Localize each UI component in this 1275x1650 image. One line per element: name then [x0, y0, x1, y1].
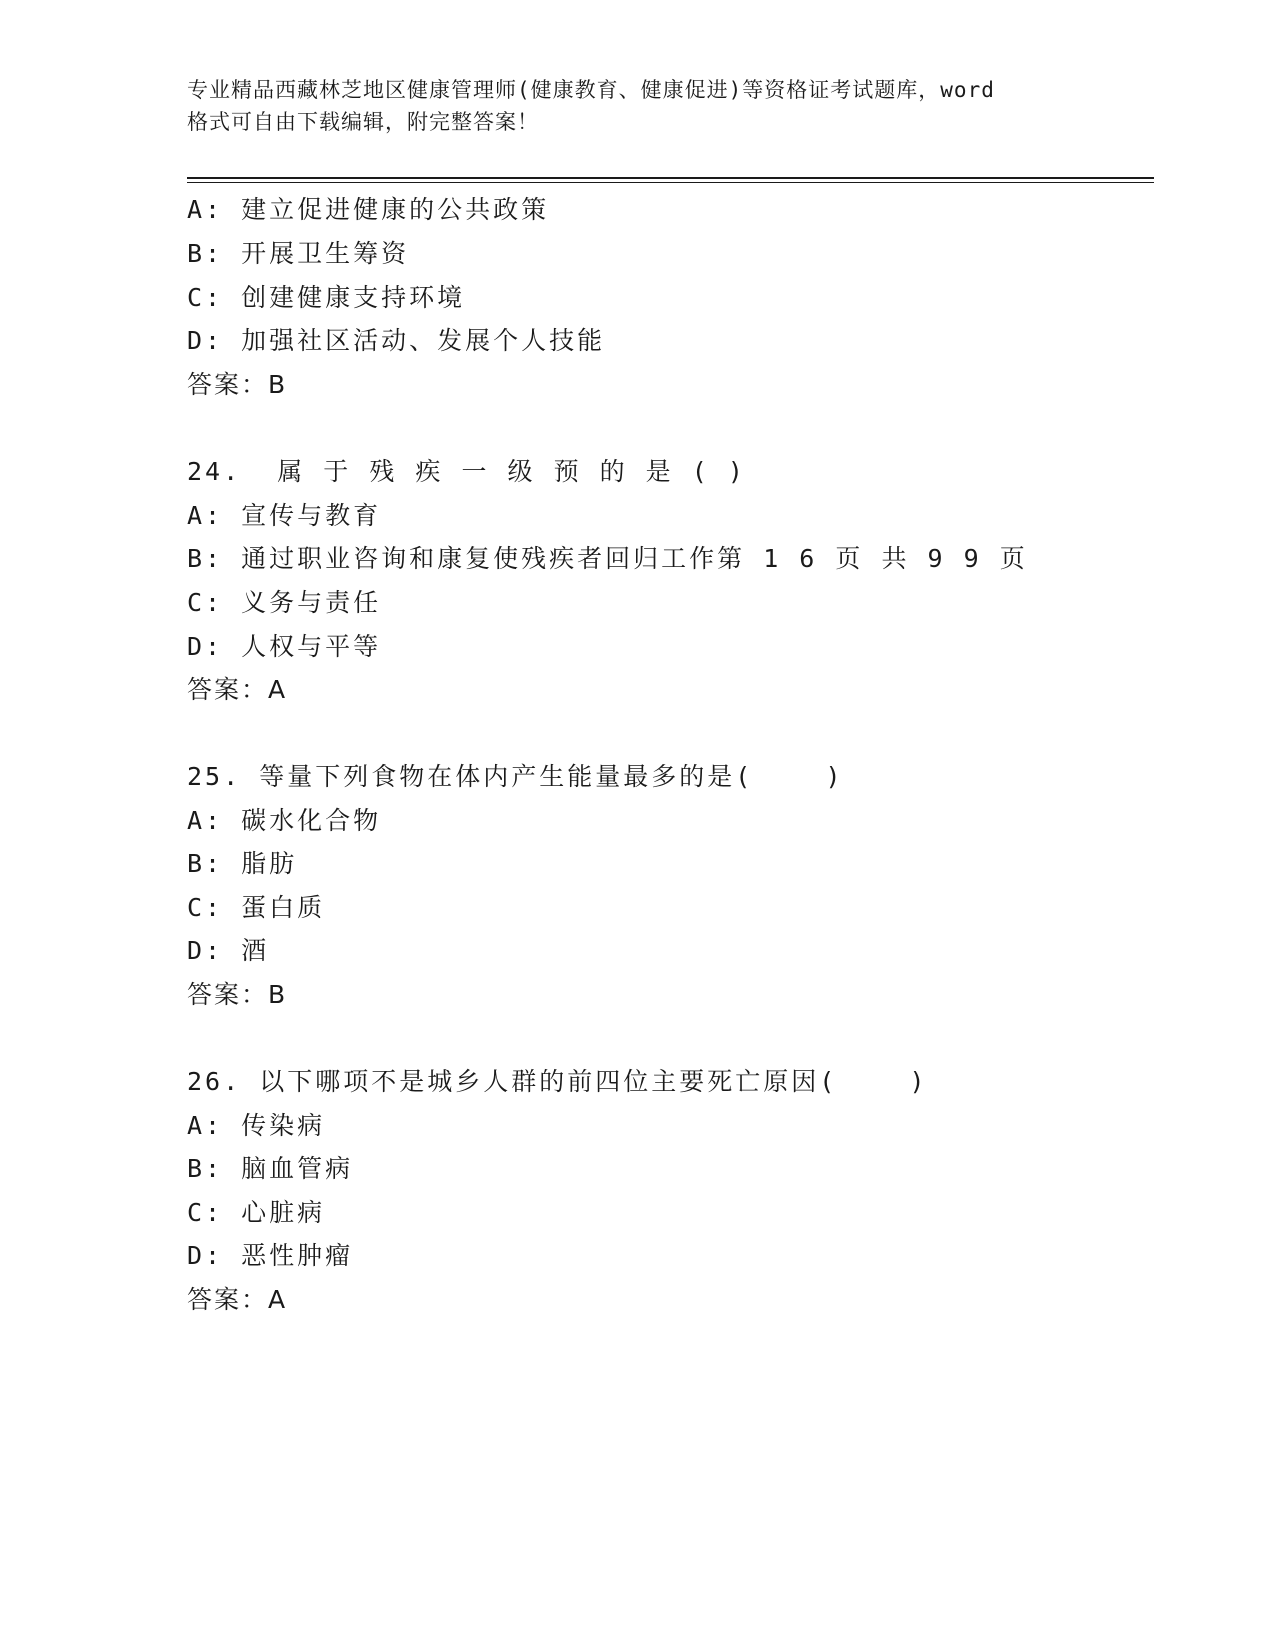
option-a: A: 建立促进健康的公共政策 [187, 195, 550, 224]
option-a: A: 碳水化合物 [187, 806, 382, 835]
option-b: B: 开展卫生筹资 [187, 239, 410, 268]
header-divider-thick [187, 177, 1154, 179]
answer-line: 答案：B [187, 370, 288, 399]
document-header [187, 74, 1087, 138]
option-d: D: 恶性肿瘤 [187, 1241, 354, 1270]
option-c: C: 义务与责任 [187, 588, 382, 617]
header-divider-thin [187, 182, 1154, 183]
question-24: 24. 属 于 残 疾 一 级 预 的 是 ( ) [187, 457, 746, 486]
option-c: C: 心脏病 [187, 1198, 326, 1227]
option-b: B: 通过职业咨询和康复使残疾者回归工作第 1 6 页 共 9 9 页 [187, 544, 1028, 573]
option-c: C: 蛋白质 [187, 893, 326, 922]
option-d: D: 加强社区活动、发展个人技能 [187, 326, 606, 355]
option-c: C: 创建健康支持环境 [187, 283, 466, 312]
question-25: 25. 等量下列食物在体内产生能量最多的是( ) [187, 762, 844, 791]
option-d: D: 人权与平等 [187, 632, 382, 661]
header-line-2: 格式可自由下载编辑，附完整答案！ [187, 110, 539, 134]
question-26: 26. 以下哪项不是城乡人群的前四位主要死亡原因( ) [187, 1067, 928, 1096]
option-a: A: 传染病 [187, 1111, 326, 1140]
answer-line: 答案：A [187, 675, 288, 704]
option-b: B: 脂肪 [187, 849, 298, 878]
option-d: D: 酒 [187, 936, 270, 965]
answer-line: 答案：A [187, 1285, 288, 1314]
header-line-1: 专业精品西藏林芝地区健康管理师(健康教育、健康促进)等资格证考试题库，word [187, 78, 995, 102]
option-b: B: 脑血管病 [187, 1154, 354, 1183]
answer-line: 答案：B [187, 980, 288, 1009]
option-a: A: 宣传与教育 [187, 501, 382, 530]
